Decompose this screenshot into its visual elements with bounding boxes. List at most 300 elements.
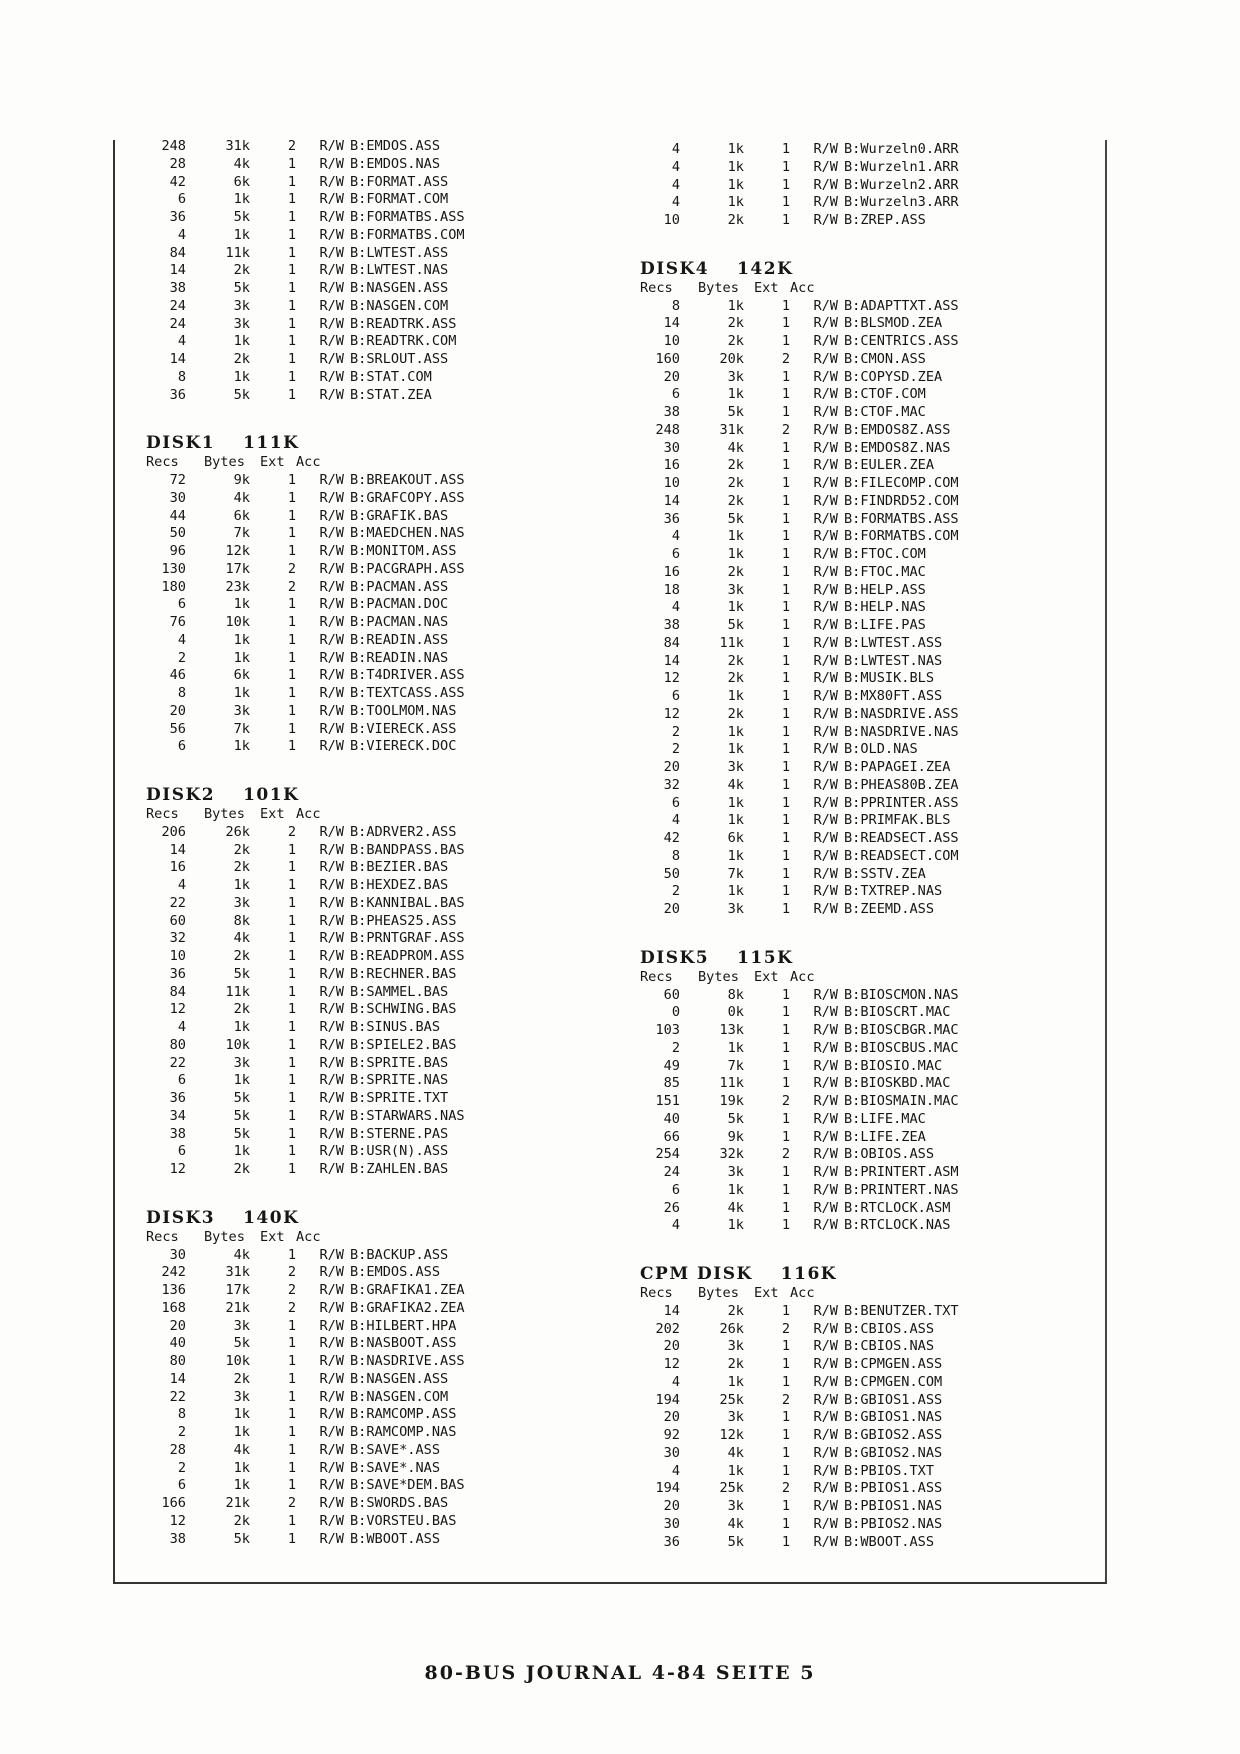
ext-value: 2 [781, 1146, 790, 1163]
header-recs: Recs [640, 279, 673, 296]
bytes-value: 1k [727, 847, 744, 864]
bytes-value: 5k [727, 1533, 744, 1550]
file-name: B:MONITOM.ASS [350, 543, 457, 559]
file-row [146, 1353, 465, 1371]
section-gap [146, 1179, 465, 1197]
bytes-value: 6k [233, 667, 250, 684]
ext-value: 1 [287, 1335, 296, 1352]
file-name: B:SPRITE.TXT [350, 1090, 449, 1106]
bytes-value: 31k [225, 138, 250, 154]
access-value: R/W [813, 563, 838, 580]
file-row [640, 759, 959, 777]
ext-value: 1 [287, 859, 296, 876]
recs-value: 14 [663, 315, 680, 332]
file-name: B:LWTEST.ASS [350, 244, 449, 261]
bytes-value: 1k [727, 1217, 744, 1234]
bytes-value: 1k [727, 386, 744, 403]
disk-size: 111K [243, 433, 300, 454]
bytes-value: 5k [233, 1090, 250, 1106]
file-name: B:COPYSD.ZEA [844, 368, 943, 385]
disk-section [640, 141, 959, 230]
file-row [640, 901, 959, 919]
access-value: R/W [319, 1246, 344, 1263]
recs-value: 4 [177, 1019, 186, 1035]
ext-value: 2 [287, 1299, 296, 1316]
bytes-value: 5k [233, 1335, 250, 1352]
ext-value: 1 [781, 528, 790, 545]
ext-value: 1 [287, 614, 296, 630]
file-row [146, 472, 465, 490]
recs-value: 168 [161, 1299, 186, 1316]
file-row [146, 913, 465, 931]
right-column [640, 141, 959, 1551]
recs-value: 4 [671, 158, 680, 175]
file-name: B:NASDRIVE.ASS [844, 705, 959, 722]
access-value: R/W [813, 901, 838, 917]
access-value: R/W [319, 138, 344, 154]
recs-value: 38 [663, 404, 680, 420]
ext-value: 1 [781, 141, 790, 157]
file-row [146, 738, 465, 756]
access-value: R/W [319, 1107, 344, 1124]
access-value: R/W [319, 738, 344, 755]
file-row [640, 670, 959, 688]
bytes-value: 1k [233, 1459, 250, 1476]
recs-value: 56 [169, 720, 186, 737]
bytes-value: 31k [225, 1264, 250, 1281]
file-name: B:GBIOS2.ASS [844, 1427, 943, 1443]
file-row [146, 842, 465, 860]
bytes-value: 11k [225, 983, 250, 1000]
access-value: R/W [813, 776, 838, 793]
access-value: R/W [319, 1072, 344, 1089]
file-row [146, 1126, 465, 1144]
ext-value: 1 [781, 1164, 790, 1180]
ext-value: 1 [781, 705, 790, 722]
ext-value: 1 [287, 930, 296, 947]
access-value: R/W [813, 439, 838, 456]
access-value: R/W [813, 1320, 838, 1337]
disk-section [146, 138, 465, 404]
access-value: R/W [319, 877, 344, 893]
access-value: R/W [319, 1495, 344, 1511]
ext-value: 1 [287, 894, 296, 911]
recs-value: 80 [169, 1353, 186, 1369]
access-value: R/W [319, 631, 344, 648]
ext-value: 1 [781, 883, 790, 900]
file-name: B:READPROM.ASS [350, 948, 465, 964]
bytes-value: 5k [233, 280, 250, 296]
recs-value: 151 [655, 1093, 680, 1109]
ext-value: 2 [287, 578, 296, 595]
ext-value: 1 [287, 386, 296, 403]
file-name: B:CPMGEN.COM [844, 1373, 943, 1390]
ext-value: 1 [287, 649, 296, 666]
recs-value: 4 [177, 226, 186, 243]
ext-value: 1 [287, 333, 296, 350]
file-name: B:SPRITE.NAS [350, 1072, 449, 1089]
recs-value: 42 [663, 830, 680, 846]
recs-value: 12 [169, 1161, 186, 1177]
header-recs: Recs [146, 806, 179, 822]
recs-value: 180 [161, 578, 186, 595]
file-name: B:KANNIBAL.BAS [350, 894, 465, 911]
recs-value: 4 [671, 141, 680, 157]
recs-value: 8 [177, 1406, 186, 1423]
bytes-value: 3k [233, 297, 250, 314]
ext-value: 1 [287, 525, 296, 542]
file-name: B:Wurzeln1.ARR [844, 158, 959, 175]
header-recs: Recs [146, 454, 179, 471]
ext-value: 1 [781, 865, 790, 882]
header-ext: Ext [754, 968, 779, 985]
file-row [146, 561, 465, 579]
bytes-value: 7k [233, 720, 250, 737]
access-value: R/W [813, 865, 838, 882]
file-name: B:Wurzeln0.ARR [844, 141, 959, 157]
ext-value: 1 [287, 1125, 296, 1142]
file-name: B:HELP.ASS [844, 581, 926, 598]
bytes-value: 11k [719, 634, 744, 651]
file-name: B:SINUS.BAS [350, 1019, 441, 1035]
bytes-value: 2k [233, 1001, 250, 1018]
access-value: R/W [319, 965, 344, 982]
header-bytes: Bytes [698, 1285, 739, 1301]
ext-value: 1 [781, 212, 790, 228]
access-value: R/W [813, 1199, 838, 1216]
file-row [640, 599, 959, 617]
ext-value: 1 [781, 1533, 790, 1550]
file-name: B:FORMATBS.COM [844, 528, 959, 545]
bytes-value: 2k [727, 492, 744, 509]
ext-value: 1 [287, 1143, 296, 1160]
file-row [146, 1264, 465, 1282]
file-name: B:NASGEN.ASS [350, 1370, 449, 1387]
access-value: R/W [813, 705, 838, 722]
recs-value: 248 [655, 421, 680, 438]
bytes-value: 1k [727, 297, 744, 314]
bytes-value: 25k [719, 1391, 744, 1408]
file-name: B:EULER.ZEA [844, 457, 935, 474]
bytes-value: 5k [233, 1125, 250, 1142]
bytes-value: 1k [233, 685, 250, 701]
recs-value: 84 [169, 983, 186, 1000]
access-value: R/W [813, 158, 838, 175]
bytes-value: 3k [727, 1164, 744, 1180]
file-name: B:HILBERT.HPA [350, 1317, 457, 1334]
file-name: B:READTRK.COM [350, 333, 457, 350]
bytes-value: 1k [727, 812, 744, 829]
ext-value: 1 [287, 1424, 296, 1440]
recs-value: 4 [671, 1217, 680, 1234]
file-row [146, 1335, 465, 1353]
bytes-value: 10k [225, 1353, 250, 1369]
file-name: B:NASGEN.ASS [350, 280, 449, 296]
access-value: R/W [319, 983, 344, 1000]
file-name: B:PRNTGRAF.ASS [350, 930, 465, 947]
file-name: B:CTOF.MAC [844, 404, 926, 420]
section-gap [640, 1235, 959, 1253]
ext-value: 1 [287, 720, 296, 737]
bytes-value: 3k [727, 1409, 744, 1426]
header-acc: Acc [296, 454, 321, 471]
access-value: R/W [813, 1373, 838, 1390]
file-row [146, 1406, 465, 1424]
file-row [146, 245, 465, 263]
bytes-value: 2k [727, 652, 744, 669]
recs-value: 6 [671, 688, 680, 704]
bytes-value: 2k [727, 333, 744, 349]
recs-value: 8 [177, 368, 186, 385]
file-name: B:SAVE*DEM.BAS [350, 1477, 465, 1494]
file-row [640, 1004, 959, 1022]
file-name: B:SPRITE.BAS [350, 1054, 449, 1071]
access-value: R/W [319, 894, 344, 911]
recs-value: 12 [663, 670, 680, 687]
header-ext: Ext [754, 279, 779, 296]
file-row [640, 653, 959, 671]
access-value: R/W [319, 1530, 344, 1547]
ext-value: 1 [781, 1356, 790, 1372]
recs-value: 2 [671, 741, 680, 758]
ext-value: 1 [781, 158, 790, 175]
file-row [146, 525, 465, 543]
bytes-value: 5k [727, 1110, 744, 1127]
ext-value: 1 [287, 965, 296, 982]
access-value: R/W [319, 912, 344, 929]
bytes-value: 3k [727, 1338, 744, 1355]
ext-value: 1 [781, 475, 790, 491]
recs-value: 12 [663, 1356, 680, 1372]
ext-value: 1 [287, 1090, 296, 1106]
recs-value: 248 [161, 138, 186, 154]
access-value: R/W [319, 351, 344, 367]
access-value: R/W [813, 368, 838, 385]
file-row [640, 194, 959, 212]
access-value: R/W [813, 212, 838, 228]
ext-value: 1 [287, 1477, 296, 1494]
file-row [640, 1516, 959, 1534]
access-value: R/W [813, 847, 838, 864]
file-name: B:OLD.NAS [844, 741, 918, 758]
file-name: B:FINDRD52.COM [844, 492, 959, 509]
section-title [640, 258, 959, 280]
file-row [640, 866, 959, 884]
file-row [146, 703, 465, 721]
bytes-value: 1k [727, 158, 744, 175]
file-name: B:GBIOS1.NAS [844, 1409, 943, 1426]
column-header [640, 280, 959, 298]
ext-value: 2 [287, 1495, 296, 1511]
access-value: R/W [319, 859, 344, 876]
access-value: R/W [319, 1264, 344, 1281]
file-row [640, 830, 959, 848]
file-name: B:RECHNER.BAS [350, 965, 457, 982]
file-row [640, 564, 959, 582]
file-name: B:VIERECK.DOC [350, 738, 457, 755]
file-name: B:BENUTZER.TXT [844, 1302, 959, 1319]
file-row [146, 1495, 465, 1513]
disk-size: 101K [243, 785, 300, 805]
access-value: R/W [319, 297, 344, 314]
ext-value: 1 [287, 983, 296, 1000]
access-value: R/W [319, 649, 344, 666]
bytes-value: 3k [233, 315, 250, 332]
bytes-value: 1k [233, 596, 250, 613]
file-name: B:NASGEN.COM [350, 1388, 449, 1405]
file-row [640, 1093, 959, 1111]
access-value: R/W [319, 1036, 344, 1053]
ext-value: 1 [287, 1512, 296, 1529]
ext-value: 2 [287, 1282, 296, 1298]
bytes-value: 9k [233, 472, 250, 488]
header-bytes: Bytes [698, 279, 739, 296]
bytes-value: 2k [727, 212, 744, 228]
bytes-value: 2k [727, 705, 744, 722]
column-header [640, 969, 959, 987]
ext-value: 1 [781, 315, 790, 332]
bytes-value: 4k [727, 1199, 744, 1216]
recs-value: 36 [169, 1090, 186, 1106]
ext-value: 1 [781, 794, 790, 811]
file-row [640, 1374, 959, 1392]
recs-value: 20 [169, 702, 186, 719]
recs-value: 20 [663, 1338, 680, 1355]
access-value: R/W [319, 1019, 344, 1035]
file-name: B:BIOSCMON.NAS [844, 986, 959, 1003]
file-name: B:ZREP.ASS [844, 212, 926, 228]
recs-value: 206 [161, 823, 186, 840]
recs-value: 242 [161, 1264, 186, 1281]
access-value: R/W [319, 315, 344, 332]
recs-value: 38 [169, 1125, 186, 1142]
file-name: B:OBIOS.ASS [844, 1146, 935, 1163]
recs-value: 136 [161, 1282, 186, 1298]
header-recs: Recs [640, 1285, 673, 1301]
access-value: R/W [813, 723, 838, 740]
access-value: R/W [813, 759, 838, 775]
ext-value: 1 [287, 262, 296, 279]
recs-value: 36 [169, 209, 186, 225]
bytes-value: 17k [225, 560, 250, 577]
bytes-value: 4k [233, 489, 250, 506]
file-row [146, 543, 465, 561]
ext-value: 1 [287, 1161, 296, 1177]
ext-value: 1 [781, 492, 790, 509]
recs-value: 6 [177, 738, 186, 755]
bytes-value: 1k [727, 194, 744, 211]
file-name: B:GBIOS2.NAS [844, 1444, 943, 1461]
file-name: B:PHEAS80B.ZEA [844, 776, 959, 793]
ext-value: 1 [781, 741, 790, 758]
access-value: R/W [813, 546, 838, 562]
access-value: R/W [813, 1164, 838, 1180]
file-name: B:PBIOS1.ASS [844, 1480, 943, 1497]
file-row [640, 546, 959, 564]
file-name: B:SCHWING.BAS [350, 1001, 457, 1018]
ext-value: 1 [287, 507, 296, 524]
disk-section [146, 756, 465, 1179]
ext-value: 1 [781, 670, 790, 687]
access-value: R/W [319, 543, 344, 559]
bytes-value: 2k [233, 1512, 250, 1529]
file-name: B:GRAFCOPY.ASS [350, 489, 465, 506]
file-name: B:PBIOS2.NAS [844, 1515, 943, 1532]
ext-value: 1 [287, 841, 296, 858]
header-bytes: Bytes [204, 454, 245, 471]
ext-value: 2 [287, 823, 296, 840]
file-row [640, 493, 959, 511]
ext-value: 1 [287, 877, 296, 893]
file-row [640, 333, 959, 351]
recs-value: 103 [655, 1022, 680, 1038]
file-row [640, 475, 959, 493]
bytes-value: 13k [719, 1022, 744, 1038]
header-bytes: Bytes [698, 968, 739, 985]
access-value: R/W [319, 1406, 344, 1423]
recs-value: 8 [671, 297, 680, 314]
ext-value: 1 [781, 986, 790, 1003]
ext-value: 2 [287, 560, 296, 577]
access-value: R/W [813, 333, 838, 349]
ext-value: 1 [287, 173, 296, 190]
recs-value: 14 [169, 262, 186, 279]
ext-value: 1 [781, 297, 790, 314]
header-recs: Recs [146, 1228, 179, 1245]
ext-value: 1 [781, 1075, 790, 1092]
file-name: B:RAMCOMP.NAS [350, 1424, 457, 1440]
access-value: R/W [813, 652, 838, 669]
ext-value: 1 [287, 155, 296, 172]
ext-value: 2 [287, 1264, 296, 1281]
access-value: R/W [319, 280, 344, 296]
file-row [640, 528, 959, 546]
bytes-value: 1k [727, 546, 744, 562]
access-value: R/W [813, 386, 838, 403]
ext-value: 1 [781, 723, 790, 740]
disk-name: DISK5 [640, 947, 710, 968]
access-value: R/W [319, 1299, 344, 1316]
access-value: R/W [813, 1515, 838, 1532]
access-value: R/W [813, 830, 838, 846]
ext-value: 1 [781, 1217, 790, 1234]
recs-value: 194 [655, 1391, 680, 1408]
ext-value: 1 [287, 315, 296, 332]
file-name: B:HELP.NAS [844, 599, 926, 616]
file-row [146, 614, 465, 632]
file-row [146, 1001, 465, 1019]
disk-size: 140K [243, 1207, 300, 1228]
ext-value: 1 [287, 1370, 296, 1387]
recs-value: 22 [169, 1388, 186, 1405]
ext-value: 1 [287, 1036, 296, 1053]
file-row [640, 987, 959, 1005]
file-row [146, 1513, 465, 1531]
disk-name: DISK3 [146, 1207, 216, 1228]
file-row [146, 227, 465, 245]
access-value: R/W [319, 1441, 344, 1458]
file-name: B:NASBOOT.ASS [350, 1335, 457, 1352]
file-name: B:MUSIK.BLS [844, 670, 935, 687]
ext-value: 1 [781, 1515, 790, 1532]
access-value: R/W [319, 155, 344, 172]
bytes-value: 2k [233, 262, 250, 279]
bytes-value: 25k [719, 1480, 744, 1497]
disk-section [640, 919, 959, 1235]
file-name: B:PAPAGEI.ZEA [844, 759, 951, 775]
recs-value: 6 [177, 191, 186, 208]
file-name: B:STARWARS.NAS [350, 1107, 465, 1124]
